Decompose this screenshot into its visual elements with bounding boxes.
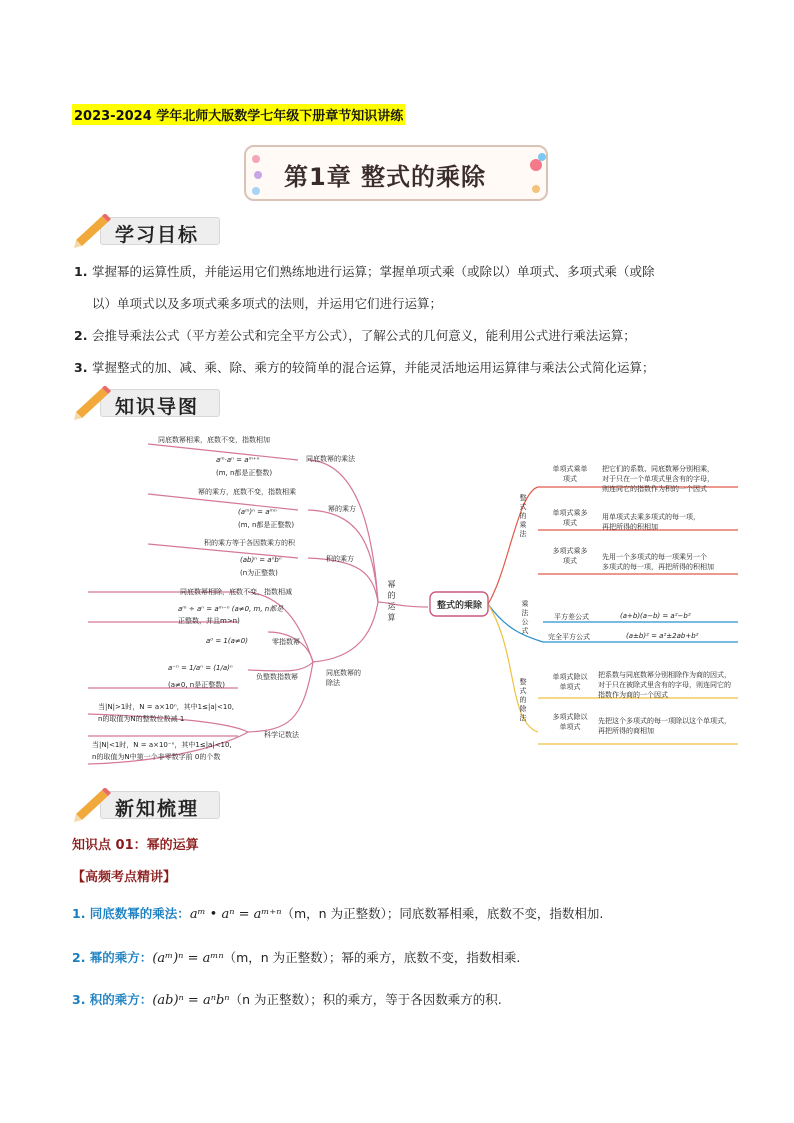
node-label: 正整数，并且m>n) (178, 617, 240, 625)
node-label: 把它们的系数、同底数幂分别相乘， (602, 465, 714, 473)
formula-label: (aᵐ)ⁿ = aᵐⁿ (238, 508, 277, 516)
node-label: 同底数幂相乘，底数不变，指数相加 (158, 436, 270, 444)
knowledge-point-title: 知识点 01：幂的运算 (72, 838, 199, 853)
decoration-dot (538, 153, 546, 161)
goal-item: 3. 掌握整式的加、减、乘、除、乘方的较简单的混合运算，并能灵活地运用运算律与乘法公式简化运算； (74, 360, 655, 375)
center-node-label: 整式的乘除 (437, 601, 483, 611)
formula-label: (a±b)² = a²±2ab+b² (626, 632, 699, 640)
pencil-icon (72, 214, 112, 248)
formula-label: a⁻ⁿ = 1/aⁿ = (1/a)ⁿ (168, 664, 233, 672)
chapter-banner (244, 145, 548, 201)
branch-label: 整式的乘法 (519, 494, 527, 539)
knowledge-subtitle: 【高频考点精讲】 (72, 870, 177, 885)
formula-label: (ab)ⁿ = aⁿbⁿ (240, 556, 282, 564)
formula-label: (a+b)(a−b) = a²−b² (620, 612, 691, 620)
section-title: 学习目标 (115, 224, 200, 246)
decoration-dot (254, 171, 262, 179)
node-label: 当|N|>1时，N = a×10ⁿ，其中1≤|a|<10, (98, 703, 234, 711)
pencil-icon (72, 788, 112, 822)
formula-label: aᵐ ÷ aⁿ = aᵐ⁻ⁿ (a≠0, m, n都是 (178, 605, 284, 613)
node-label: 指数作为商的一个因式 (598, 691, 668, 699)
branch-label: 幂的运算 (387, 580, 396, 624)
formula-label: a⁰ = 1(a≠0) (206, 637, 248, 645)
section-map (72, 386, 222, 420)
node-label: 同底数幂相除，底数不变，指数相减 (180, 588, 292, 596)
mind-map (88, 432, 738, 774)
goal-item: 1. 掌握幂的运算性质，并能运用它们熟练地进行运算；掌握单项式乘（或除以）单项式、多项式乘（或除 (74, 264, 655, 279)
section-title: 新知梳理 (115, 798, 200, 820)
rule-item: 3. 积的乘方：(ab)ⁿ = aⁿbⁿ（n 为正整数）；积的乘方，等于各因数乘方的积. (72, 992, 502, 1008)
section-pill (100, 389, 220, 417)
node-label: 用单项式去乘多项式的每一项， (602, 513, 700, 521)
decoration-dot (252, 187, 260, 195)
section-title: 知识导图 (115, 396, 200, 418)
node-label: n的取值为N的整数位数减 1 (98, 715, 185, 723)
node-label: 先把这个多项式的每一项除以这个单项式， (598, 717, 731, 725)
node-label: 当|N|<1时，N = a×10⁻ⁿ，其中1≤|a|<10, (92, 741, 232, 749)
node-label: 单项式乘多项式 (552, 509, 588, 527)
node-label: n的取值为N中第一个非零数字前 0的个数 (92, 753, 221, 761)
node-label: 平方差公式 (554, 613, 589, 621)
node-label: 先用一个多项式的每一项乘另一个 (602, 553, 707, 561)
node-label: 幂的乘方 (328, 505, 356, 513)
node-label: 再把所得的积相加 (602, 523, 658, 531)
node-label: 负整数指数幂 (256, 673, 298, 681)
section-pill (100, 791, 220, 819)
node-label: 再把所得的商相加 (598, 727, 654, 735)
node-label: (n为正整数) (240, 569, 278, 577)
node-label: 多项式的每一项，再把所得的积相加 (602, 563, 714, 571)
node-label: 对于只在被除式里含有的字母，则连同它的 (598, 681, 731, 689)
formula-label: aᵐ·aⁿ = aᵐ⁺ⁿ (216, 456, 260, 464)
section-pill (100, 217, 220, 245)
node-label: 积的乘方等于各因数乘方的积 (204, 539, 295, 547)
node-label: 幂的乘方，底数不变，指数相乘 (198, 488, 296, 496)
node-label: (m, n都是正整数) (238, 521, 295, 529)
document-title: 2023-2024 学年北师大版数学七年级下册章节知识讲练 (72, 104, 405, 125)
goal-item-continued: 以）单项式以及多项式乘多项式的法则，并运用它们进行运算； (92, 296, 443, 311)
branch-label: 整式的除法 (519, 678, 527, 723)
node-label: 对于只在一个单项式里含有的字母， (602, 475, 714, 483)
branch-label: 乘法公式 (521, 600, 529, 636)
node-label: (a≠0, n是正整数) (168, 681, 225, 689)
rule-item: 1. 同底数幂的乘法：aᵐ • aⁿ = aᵐ⁺ⁿ（m，n 为正整数）；同底数幂相乘，底数不变，指数相加. (72, 906, 604, 922)
decoration-dot (532, 185, 540, 193)
node-label: 积的乘方 (326, 555, 354, 563)
node-label: 同底数幂的乘法 (306, 455, 355, 463)
node-label: (m, n都是正整数) (216, 469, 273, 477)
node-label: 单项式乘单项式 (552, 465, 588, 483)
goal-item: 2. 会推导乘法公式（平方差公式和完全平方公式），了解公式的几何意义，能利用公式进行乘法运算； (74, 328, 636, 343)
node-label: 则连同它的指数作为积的一个因式 (602, 485, 707, 493)
node-label: 多项式除以单项式 (552, 713, 588, 731)
node-label: 把系数与同底数幂分别相除作为商的因式， (598, 671, 731, 679)
node-label: 单项式除以单项式 (552, 673, 588, 691)
section-review (72, 788, 222, 822)
decoration-dot (252, 155, 260, 163)
node-label: 完全平方公式 (548, 633, 590, 641)
section-goals (72, 214, 222, 248)
node-label: 同底数幂的除法 (326, 669, 361, 687)
pencil-icon (72, 386, 112, 420)
chapter-title: 第1章 整式的乘除 (284, 163, 487, 191)
rule-item: 2. 幂的乘方：(aᵐ)ⁿ = aᵐⁿ（m，n 为正整数）；幂的乘方，底数不变，指数相乘. (72, 950, 521, 966)
node-label: 多项式乘多项式 (552, 547, 588, 565)
node-label: 零指数幂 (272, 638, 300, 646)
node-label: 科学记数法 (264, 731, 299, 739)
